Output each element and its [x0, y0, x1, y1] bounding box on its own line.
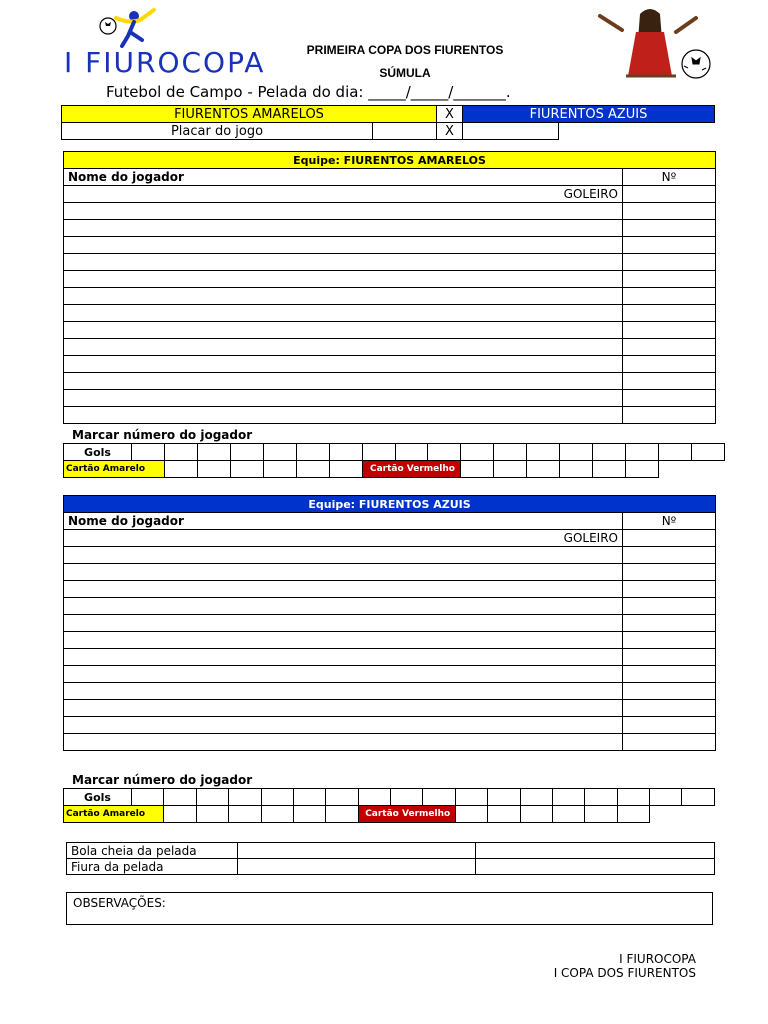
page-subtitle: SÚMULA: [379, 66, 431, 80]
goal-number-box[interactable]: [593, 444, 626, 461]
player-number-field[interactable]: [623, 373, 716, 390]
footer-line-2: I COPA DOS FIURENTOS: [553, 966, 696, 980]
goal-number-box[interactable]: [326, 789, 358, 806]
team2-mark-title: Marcar número do jogador: [72, 773, 253, 787]
goal-number-box[interactable]: [691, 444, 724, 461]
player-name-column-header: Nome do jogador: [64, 169, 623, 186]
player-number-field[interactable]: [623, 700, 716, 717]
player-row: [64, 407, 716, 424]
player-name-field[interactable]: [64, 547, 623, 564]
player-number-field[interactable]: [623, 305, 716, 322]
player-name-field[interactable]: [64, 734, 623, 751]
player-name-field[interactable]: [64, 649, 623, 666]
goal-number-box[interactable]: [494, 444, 527, 461]
player-number-field[interactable]: [623, 581, 716, 598]
yellow-card-box[interactable]: [164, 806, 196, 823]
red-card-box[interactable]: [520, 806, 552, 823]
goal-number-box[interactable]: [164, 789, 196, 806]
goal-number-box[interactable]: [659, 444, 692, 461]
player-name-field[interactable]: [64, 288, 623, 305]
yellow-card-label: Cartão Amarelo: [64, 806, 164, 823]
worst-player-field[interactable]: [238, 859, 476, 875]
player-row: [64, 254, 716, 271]
goal-number-box[interactable]: [461, 444, 494, 461]
player-number-field[interactable]: [623, 632, 716, 649]
player-row: [64, 598, 716, 615]
goal-number-box[interactable]: [197, 444, 230, 461]
team-yellow-label: FIURENTOS AMARELOS: [62, 106, 437, 123]
yellow-card-box[interactable]: [197, 461, 230, 478]
goal-number-box[interactable]: [455, 789, 487, 806]
goal-number-box[interactable]: [229, 789, 261, 806]
goal-number-box[interactable]: [626, 444, 659, 461]
player-row: [64, 734, 716, 751]
red-card-box[interactable]: [461, 461, 494, 478]
player-number-field[interactable]: [623, 288, 716, 305]
goal-number-box[interactable]: [428, 444, 461, 461]
player-number-field[interactable]: [623, 598, 716, 615]
team1-mark-title: Marcar número do jogador: [72, 428, 253, 442]
player-row: [64, 305, 716, 322]
red-card-box[interactable]: [560, 461, 593, 478]
player-row: [64, 615, 716, 632]
player-row: [64, 700, 716, 717]
goal-number-box[interactable]: [488, 789, 520, 806]
yellow-card-box[interactable]: [329, 461, 362, 478]
player-name-field[interactable]: [64, 390, 623, 407]
yellow-card-box[interactable]: [164, 461, 197, 478]
mascot-figure-icon: [596, 6, 716, 82]
player-name-field[interactable]: [64, 683, 623, 700]
team1-events-table: [63, 443, 725, 478]
player-number-field[interactable]: [623, 220, 716, 237]
player-name-field[interactable]: [64, 581, 623, 598]
goal-number-box[interactable]: [682, 789, 714, 806]
observations-box[interactable]: OBSERVAÇÕES:: [66, 892, 713, 925]
player-number-field[interactable]: [623, 530, 716, 547]
footer: [554, 952, 696, 980]
player-number-column-header: Nº: [623, 513, 716, 530]
player-number-field[interactable]: [623, 203, 716, 220]
goal-number-box[interactable]: [261, 789, 293, 806]
yellow-card-box[interactable]: [230, 461, 263, 478]
goals-label: Gols: [64, 789, 132, 806]
score-label: Placar do jogo: [62, 123, 373, 140]
best-player-field[interactable]: [238, 843, 476, 859]
player-name-field[interactable]: [64, 666, 623, 683]
red-card-box[interactable]: [617, 806, 649, 823]
player-number-field[interactable]: [623, 254, 716, 271]
goal-number-box[interactable]: [358, 789, 390, 806]
player-name-field[interactable]: [64, 564, 623, 581]
team2-roster-table: [63, 495, 716, 751]
player-row: [64, 356, 716, 373]
goal-number-box[interactable]: [263, 444, 296, 461]
yellow-card-box[interactable]: [229, 806, 261, 823]
player-number-column-header: Nº: [623, 169, 716, 186]
player-number-field[interactable]: [623, 615, 716, 632]
goal-number-box[interactable]: [617, 789, 649, 806]
goal-number-box[interactable]: [650, 789, 682, 806]
player-row: [64, 683, 716, 700]
worst-player-label: Fiura da pelada: [67, 859, 238, 875]
goal-number-box[interactable]: [296, 444, 329, 461]
player-name-field[interactable]: [64, 271, 623, 288]
player-name-field[interactable]: [64, 615, 623, 632]
goal-number-box[interactable]: [527, 444, 560, 461]
player-name-field[interactable]: [64, 356, 623, 373]
player-row: [64, 649, 716, 666]
team2-events-table: [63, 788, 715, 823]
goals-label: Gols: [64, 444, 132, 461]
player-number-field[interactable]: [623, 322, 716, 339]
goal-number-box[interactable]: [560, 444, 593, 461]
logo-text: I FIUROCOPA: [64, 46, 266, 79]
score-yellow-field[interactable]: [373, 123, 437, 140]
goal-number-box[interactable]: [164, 444, 197, 461]
page-title: PRIMEIRA COPA DOS FIURENTOS: [306, 43, 504, 57]
player-name-field[interactable]: [64, 237, 623, 254]
yellow-card-box[interactable]: [196, 806, 228, 823]
yellow-card-box[interactable]: [263, 461, 296, 478]
match-date-line: Futebol de Campo - Pelada do dia: _____/_____/_______.: [106, 83, 511, 101]
red-card-box[interactable]: [626, 461, 659, 478]
red-card-box[interactable]: [552, 806, 584, 823]
goal-number-box[interactable]: [230, 444, 263, 461]
match-table: [61, 105, 715, 140]
player-name-field[interactable]: [64, 632, 623, 649]
goal-number-box[interactable]: [329, 444, 362, 461]
red-card-box[interactable]: [494, 461, 527, 478]
footer-line-1: I FIUROCOPA: [619, 952, 696, 966]
player-row: [64, 581, 716, 598]
player-row: [64, 322, 716, 339]
player-row: [64, 203, 716, 220]
goal-number-box[interactable]: [552, 789, 584, 806]
red-card-box[interactable]: [488, 806, 520, 823]
player-number-field[interactable]: [623, 237, 716, 254]
goal-number-box[interactable]: [585, 789, 617, 806]
player-row: [64, 390, 716, 407]
awards-table: [66, 842, 715, 875]
player-row: [64, 339, 716, 356]
team1-roster-table: [63, 151, 716, 424]
player-row: [64, 288, 716, 305]
worst-player-field-2[interactable]: [476, 859, 715, 875]
player-name-field[interactable]: [64, 407, 623, 424]
player-name-field[interactable]: [64, 254, 623, 271]
player-row: [64, 220, 716, 237]
goal-number-box[interactable]: [196, 789, 228, 806]
player-number-field[interactable]: [623, 717, 716, 734]
score-blue-field[interactable]: [463, 123, 559, 140]
team-blue-label: FIURENTOS AZUIS: [463, 106, 715, 123]
player-number-field[interactable]: [623, 407, 716, 424]
player-number-field[interactable]: [623, 356, 716, 373]
soccer-player-logo-icon: [96, 6, 166, 50]
goal-number-box[interactable]: [395, 444, 428, 461]
yellow-card-label: Cartão Amarelo: [64, 461, 165, 478]
red-card-label: Cartão Vermelho: [358, 806, 455, 823]
player-row: [64, 666, 716, 683]
yellow-card-box[interactable]: [293, 806, 325, 823]
player-row: [64, 632, 716, 649]
player-row: [64, 373, 716, 390]
player-name-field[interactable]: [64, 339, 623, 356]
player-name-field[interactable]: [64, 322, 623, 339]
team1-header: Equipe: FIURENTOS AMARELOS: [64, 152, 716, 169]
player-name-field[interactable]: [64, 220, 623, 237]
player-number-field[interactable]: [623, 734, 716, 751]
player-name-field[interactable]: [64, 598, 623, 615]
player-name-field[interactable]: [64, 305, 623, 322]
score-versus-mark: X: [437, 123, 463, 140]
yellow-card-box[interactable]: [261, 806, 293, 823]
goal-number-box[interactable]: [391, 789, 423, 806]
player-name-field[interactable]: [64, 717, 623, 734]
team2-header: Equipe: FIURENTOS AZUIS: [64, 496, 716, 513]
goal-number-box[interactable]: [132, 444, 165, 461]
goal-number-box[interactable]: [132, 789, 164, 806]
red-card-box[interactable]: [455, 806, 487, 823]
player-row: [64, 717, 716, 734]
player-number-field[interactable]: [623, 186, 716, 203]
red-card-box[interactable]: [527, 461, 560, 478]
player-number-field[interactable]: [623, 339, 716, 356]
player-name-field[interactable]: [64, 203, 623, 220]
goal-number-box[interactable]: [362, 444, 395, 461]
goalkeeper-label: GOLEIRO: [64, 530, 623, 547]
player-number-field[interactable]: [623, 649, 716, 666]
player-number-field[interactable]: [623, 683, 716, 700]
yellow-card-box[interactable]: [296, 461, 329, 478]
player-name-field[interactable]: [64, 700, 623, 717]
player-row: [64, 237, 716, 254]
red-card-box[interactable]: [585, 806, 617, 823]
player-number-field[interactable]: [623, 564, 716, 581]
goal-number-box[interactable]: [520, 789, 552, 806]
best-player-label: Bola cheia da pelada: [67, 843, 238, 859]
player-name-field[interactable]: [64, 373, 623, 390]
player-row: [64, 271, 716, 288]
player-number-field[interactable]: [623, 390, 716, 407]
player-name-column-header: Nome do jogador: [64, 513, 623, 530]
player-row: [64, 547, 716, 564]
goal-number-box[interactable]: [293, 789, 325, 806]
goal-number-box[interactable]: [423, 789, 455, 806]
goalkeeper-label: GOLEIRO: [64, 186, 623, 203]
best-player-field-2[interactable]: [476, 843, 715, 859]
versus-mark: X: [437, 106, 463, 123]
player-number-field[interactable]: [623, 271, 716, 288]
yellow-card-box[interactable]: [326, 806, 358, 823]
player-number-field[interactable]: [623, 666, 716, 683]
player-number-field[interactable]: [623, 547, 716, 564]
player-row: [64, 564, 716, 581]
red-card-label: Cartão Vermelho: [362, 461, 461, 478]
red-card-box[interactable]: [593, 461, 626, 478]
